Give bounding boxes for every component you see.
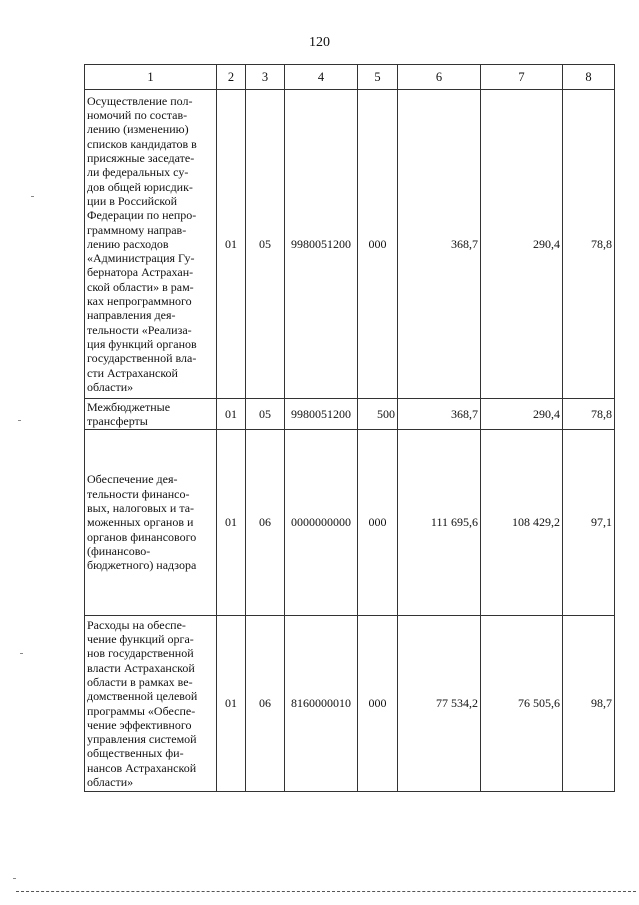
cell-expense-type: 000 — [358, 616, 398, 792]
header-col-6: 6 — [398, 65, 481, 90]
table-row — [85, 90, 615, 399]
cell-approved: 111 695,6 — [398, 430, 481, 616]
cell-section: 01 — [217, 399, 246, 430]
header-col-1: 1 — [85, 65, 217, 90]
cell-percent: 97,1 — [563, 430, 615, 616]
cell-target-code: 0000000000 — [285, 430, 358, 616]
budget-table — [84, 64, 615, 792]
header-col-3: 3 — [246, 65, 285, 90]
header-col-8: 8 — [563, 65, 615, 90]
cell-target-code: 9980051200 — [285, 399, 358, 430]
cell-target-code: 8160000010 — [285, 616, 358, 792]
table-row — [85, 616, 615, 792]
cell-percent: 78,8 — [563, 90, 615, 399]
scan-speck — [18, 420, 21, 421]
table-header — [85, 65, 615, 90]
row-name: Осуществление пол- номочий по состав- лению (изменению) списков кандидатов в присяжные заседате- ли федеральных су- дов общей юрисдик- ции в Российской Федерации по непро- граммному направ- лению расходов «Администрация Гу- бернатора Астрахан- ской области» в рам- ках непрограммного направления дея- тельности «Реализа- ция функций органов государственной вла- сти Астраханской области» — [85, 90, 217, 399]
row-name: Обеспечение дея- тельности финансо- вых, налоговых и та- моженных органов и органов финансового (финансово- бюджетного) надзора — [85, 430, 217, 616]
cell-target-code: 9980051200 — [285, 90, 358, 399]
header-col-2: 2 — [217, 65, 246, 90]
cell-percent: 98,7 — [563, 616, 615, 792]
row-name: Межбюджетные трансферты — [85, 399, 217, 430]
cell-expense-type: 000 — [358, 90, 398, 399]
cell-percent: 78,8 — [563, 399, 615, 430]
header-row — [85, 65, 615, 90]
row-name: Расходы на обеспе- чение функций орга- нов государственной власти Астраханской области в рамках ве- домственной целевой программы «Обеспе- чение эффективного управления системой общественных фи- нансов Астраханской области» — [85, 616, 217, 792]
scan-speck — [31, 196, 34, 197]
page-bottom-rule — [16, 891, 636, 892]
cell-subsection: 06 — [246, 430, 285, 616]
cell-executed: 76 505,6 — [481, 616, 563, 792]
cell-executed: 108 429,2 — [481, 430, 563, 616]
header-col-4: 4 — [285, 65, 358, 90]
cell-executed: 290,4 — [481, 90, 563, 399]
scan-speck — [13, 878, 16, 879]
table-row — [85, 399, 615, 430]
cell-approved: 368,7 — [398, 399, 481, 430]
cell-subsection: 05 — [246, 399, 285, 430]
cell-section: 01 — [217, 90, 246, 399]
cell-subsection: 05 — [246, 90, 285, 399]
cell-section: 01 — [217, 616, 246, 792]
page-number: 120 — [309, 35, 330, 50]
header-col-7: 7 — [481, 65, 563, 90]
cell-expense-type: 000 — [358, 430, 398, 616]
cell-approved: 77 534,2 — [398, 616, 481, 792]
cell-section: 01 — [217, 430, 246, 616]
header-col-5: 5 — [358, 65, 398, 90]
table-row — [85, 430, 615, 616]
cell-executed: 290,4 — [481, 399, 563, 430]
scan-speck — [20, 653, 23, 654]
cell-approved: 368,7 — [398, 90, 481, 399]
cell-expense-type: 500 — [358, 399, 398, 430]
cell-subsection: 06 — [246, 616, 285, 792]
